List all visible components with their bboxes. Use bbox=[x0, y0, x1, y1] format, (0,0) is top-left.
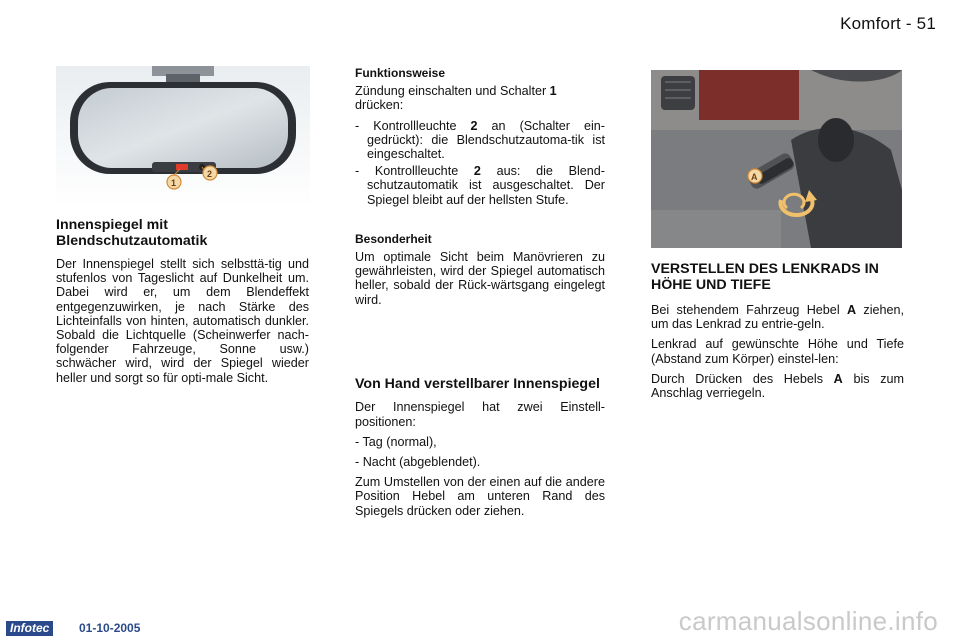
steering-column-illustration bbox=[651, 70, 902, 248]
lever-letter: A bbox=[846, 303, 857, 317]
text-fragment: Zündung einschalten und Schalter bbox=[355, 84, 550, 99]
text-fragment: - Kontrollleuchte bbox=[355, 118, 471, 133]
text-fragment: drücken: bbox=[355, 98, 404, 113]
label-1: 1 bbox=[171, 178, 177, 188]
page-header: Komfort - 51 bbox=[840, 14, 936, 33]
paragraph-steering-1 bbox=[651, 303, 904, 331]
text-fragment: bis zum Anschlag verriegeln. bbox=[651, 371, 905, 401]
footer-date: 01-10-2005 bbox=[79, 621, 141, 635]
text-fragment: ziehen, um das Lenkrad zu entrie-geln. bbox=[651, 303, 905, 332]
subheading-besonderheit: Besonderheit bbox=[355, 231, 432, 246]
section-heading-auto-dimming: Innenspiegel mit Blendschutzautomatik bbox=[56, 217, 208, 249]
middle-column bbox=[355, 66, 605, 524]
list-item-lamp-on bbox=[355, 119, 605, 162]
left-column bbox=[56, 218, 309, 391]
section-heading-steering: VERSTELLEN DES LENKRADS IN HÖHE UND TIEFE bbox=[651, 261, 879, 293]
switch-number: 1 bbox=[549, 84, 557, 99]
text-fragment: aus: die Blend-schutzautomatik ist ausgeschaltet. Der Spiegel bleibt auf der hellsten Stufe. bbox=[367, 164, 605, 207]
lamp-number: 2 bbox=[470, 118, 478, 133]
paragraph-besonderheit: Um optimale Sicht beim Manövrieren zu gewährleisten, wird der Spiegel automatisch heller, sobald der Rück-wärtsgang eingelegt wird. bbox=[355, 250, 605, 307]
label-a: A bbox=[751, 172, 758, 182]
paragraph-funktionsweise-intro bbox=[355, 84, 605, 112]
text-fragment: - Kontrollleuchte bbox=[355, 164, 474, 179]
steering-column-photo bbox=[651, 70, 902, 248]
paragraph-manual-body: Zum Umstellen von der einen auf die andere Position Hebel am unteren Rand des Spiegels drücken oder ziehen. bbox=[355, 475, 605, 518]
label-2: 2 bbox=[207, 169, 213, 179]
rearview-mirror-illustration bbox=[56, 66, 310, 206]
section-heading-manual-mirror: Von Hand verstellbarer Innenspiegel bbox=[355, 375, 600, 392]
list-item-lamp-off bbox=[355, 164, 605, 207]
watermark: carmanualsonline.info bbox=[678, 606, 938, 636]
list-item-day: - Tag (normal), bbox=[355, 434, 437, 449]
right-column bbox=[651, 262, 904, 406]
list-item-night: - Nacht (abgeblendet). bbox=[355, 454, 481, 469]
paragraph-auto-dimming: Der Innenspiegel stellt sich selbsttä-tig und stufenlos von Tageslicht auf Dunkelheit um. Dabei wird er, um dem Blendeffekt entgegenzuwirken, je nach Stärke des Lichteinfalls von hinten, automatisch dunkler. Sobald die Lichtquelle (Scheinwerfer nach-folgender Fahrzeuge, Sonne usw.) schwächer wird, wird der Spiegel wieder heller und sorgt so für opti-male Sicht. bbox=[56, 257, 309, 385]
paragraph-manual-intro: Der Innenspiegel hat zwei Einstell-positionen: bbox=[355, 400, 605, 429]
lamp-number: 2 bbox=[473, 164, 481, 179]
footer-brand-badge: Infotec bbox=[6, 621, 53, 636]
text-fragment: Bei stehendem Fahrzeug Hebel bbox=[651, 303, 847, 317]
text-fragment: an (Schalter ein-gedrückt): die Blendschutzautoma-tik ist eingeschaltet. bbox=[367, 118, 605, 162]
paragraph-steering-2: Lenkrad auf gewünschte Höhe und Tiefe (Abstand zum Körper) einstel-len: bbox=[651, 337, 904, 366]
subheading-funktionsweise: Funktionsweise bbox=[355, 66, 446, 80]
lever-letter: A bbox=[833, 371, 843, 386]
rearview-mirror-photo bbox=[56, 66, 310, 206]
paragraph-steering-3 bbox=[651, 372, 904, 400]
text-fragment: Durch Drücken des Hebels bbox=[651, 371, 834, 386]
